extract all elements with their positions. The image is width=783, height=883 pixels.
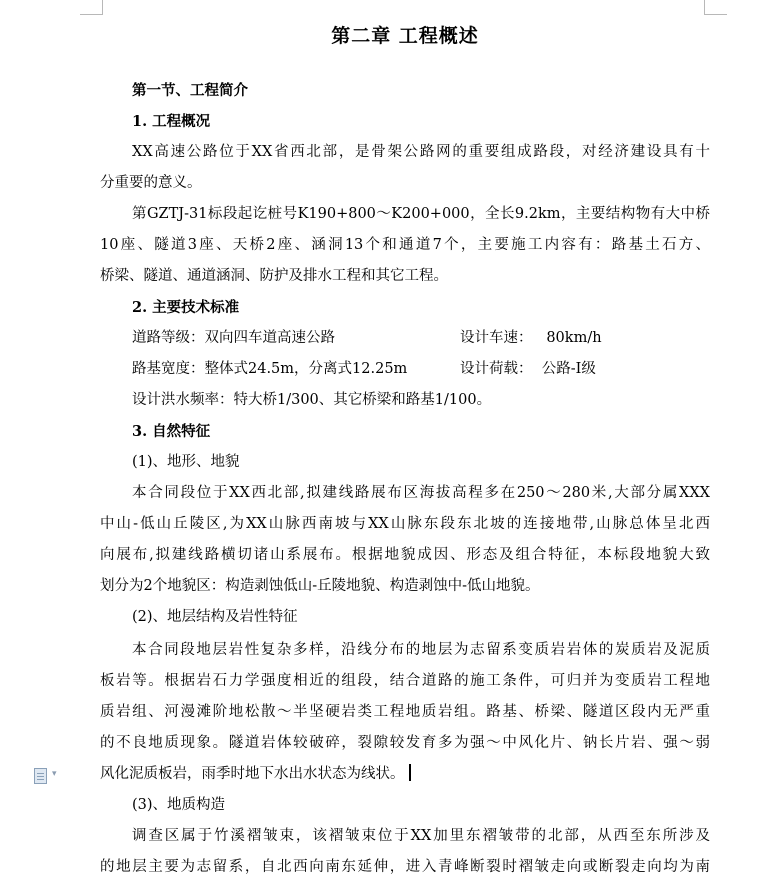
heading-nature: 3. 自然特征 — [132, 423, 211, 440]
subheading-terrain: (1)、地形、地貌 — [132, 454, 240, 470]
paragraph-text: 风化泥质板岩，雨季时地下水出水状态为线状。 — [100, 766, 405, 782]
subheading-strata: (2)、地层结构及岩性特征 — [132, 609, 298, 625]
paragraph-line: 分重要的意义。 — [100, 175, 202, 191]
chevron-down-icon: ▾ — [52, 769, 57, 779]
document-options-icon[interactable] — [34, 768, 64, 784]
paragraph-line: 划分为2个地貌区：构造剥蚀低山-丘陵地貌、构造剥蚀中-低山地貌。 — [100, 578, 540, 594]
standards-row — [100, 323, 710, 354]
heading-overview: 1. 工程概况 — [132, 113, 211, 130]
paragraph-line: 的不良地质现象。隧道岩体较破碎，裂隙较发育多为强～中风化片、钠长片岩、强～弱 — [100, 735, 710, 751]
chapter-title: 第二章 工程概述 — [331, 25, 479, 47]
standards-row — [100, 354, 710, 385]
paragraph-line: 质岩组、河漫滩阶地松散～半坚硬岩类工程地质岩组。路基、桥梁、隧道区段内无严重 — [100, 704, 710, 720]
subheading-geology: (3)、地质构造 — [132, 797, 226, 813]
paragraph-line: 的地层主要为志留系，自北西向南东延伸，进入青峰断裂时褶皱走向或断裂走向均为南 — [100, 859, 710, 875]
paragraph-line: 本合同段地层岩性复杂多样，沿线分布的地层为志留系变质岩岩体的炭质岩及泥质 — [132, 642, 710, 658]
crop-mark-top-left — [80, 0, 103, 15]
paragraph-line: 10座、隧道3座、天桥2座、涵洞13个和通道7个，主要施工内容有：路基土石方、 — [100, 237, 710, 253]
paragraph-line: 向展布,拟建线路横切诸山系展布。根据地貌成因、形态及组合特征，本标段地貌大致 — [100, 547, 710, 563]
paragraph-line: 第GZTJ-31标段起讫桩号K190+800～K200+000，全长9.2km，主要结构物有大中桥 — [132, 206, 710, 222]
crop-mark-top-right — [704, 0, 727, 15]
document-body[interactable] — [100, 20, 710, 883]
heading-standards: 2. 主要技术标准 — [132, 299, 240, 316]
page-icon — [34, 768, 47, 784]
road-grade-text: 道路等级：双向四车道高速公路 — [132, 330, 335, 346]
paragraph-line: 调查区属于竹溪褶皱束，该褶皱束位于XX加里东褶皱带的北部，从西至东所涉及 — [132, 828, 710, 844]
subgrade-width-text: 路基宽度：整体式24.5m，分离式12.25m — [132, 361, 408, 377]
flood-frequency-text: 设计洪水频率：特大桥1/300、其它桥梁和路基1/100。 — [132, 392, 492, 408]
paragraph-line: 本合同段位于XX西北部,拟建线路展布区海拔高程多在250～280米,大部分属XXX — [132, 485, 710, 501]
paragraph-line — [100, 759, 710, 790]
section-heading: 第一节、工程简介 — [132, 82, 248, 99]
paragraph-line: 桥梁、隧道、通道涵洞、防护及排水工程和其它工程。 — [100, 268, 448, 284]
paragraph-line: 中山-低山丘陵区,为XX山脉西南坡与XX山脉东段东北坡的连接地带,山脉总体呈北西 — [100, 516, 710, 532]
text-cursor — [409, 764, 411, 781]
paragraph-line: XX高速公路位于XX省西北部，是骨架公路网的重要组成路段，对经济建设具有十 — [132, 144, 710, 160]
design-load-text: 设计荷载： 公路-Ⅰ级 — [460, 361, 596, 377]
paragraph-line: 板岩等。根据岩石力学强度相近的组段，结合道路的施工条件，可归并为变质岩工程地 — [100, 673, 710, 689]
design-speed-text: 设计车速： 80km/h — [460, 330, 602, 346]
